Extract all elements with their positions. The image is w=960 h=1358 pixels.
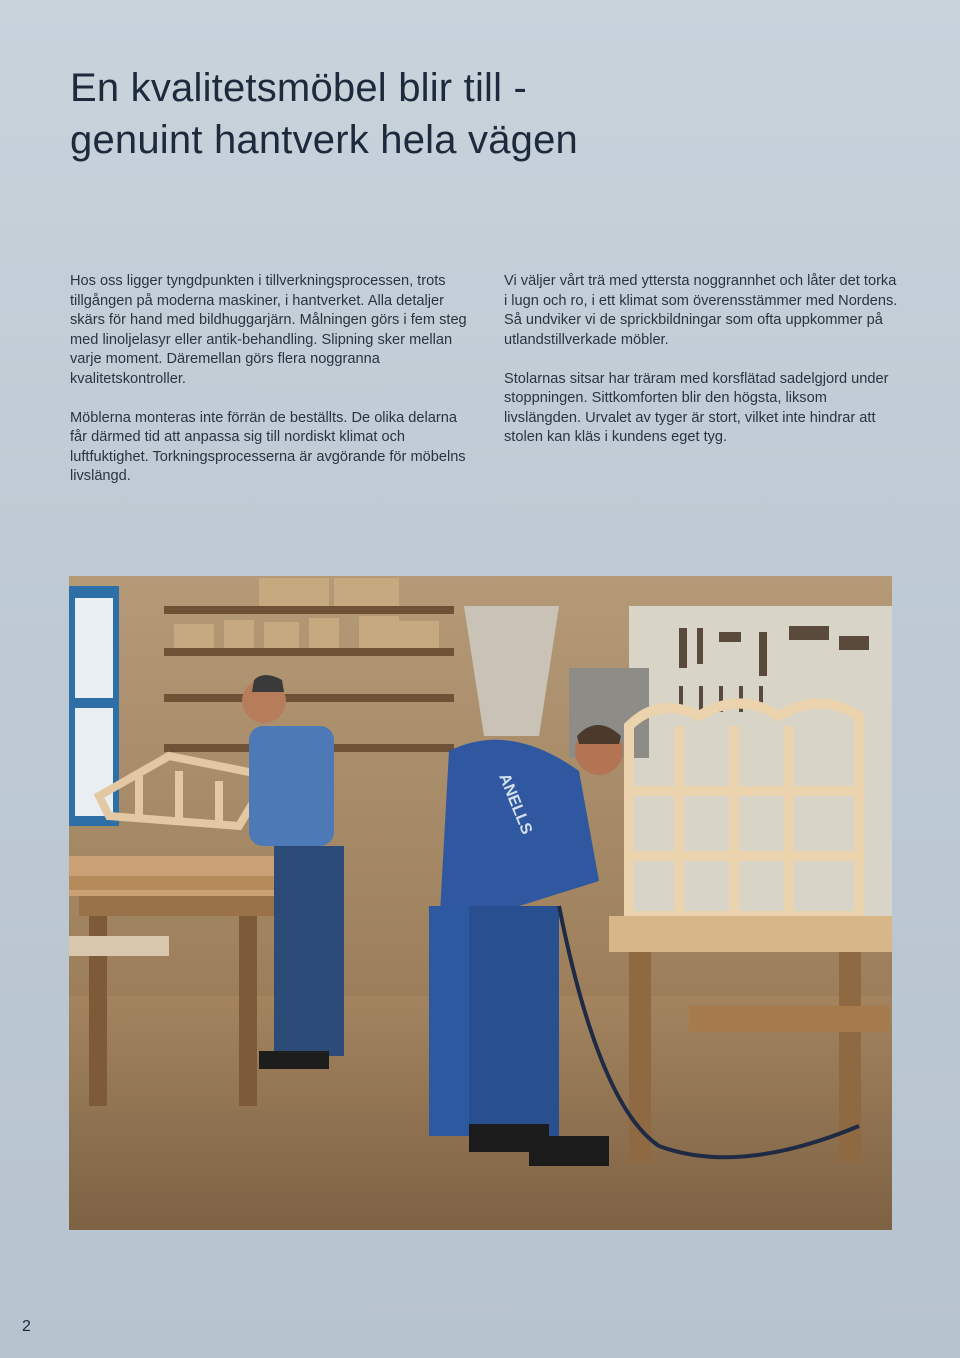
right-text-column — [504, 272, 899, 467]
title-line-2: genuint hantverk hela vägen — [70, 118, 578, 162]
right-paragraph-1: Vi väljer vårt trä med yttersta noggrannhet och låter det torka i lugn och ro, i ett klimat som överensstämmer med Nordens. Så undviker vi de sprickbildningar som ofta uppkommer på utlandstillverkade möbler. — [504, 273, 898, 348]
left-text-column — [70, 272, 470, 506]
page-title — [70, 62, 578, 166]
page-number: 2 — [22, 1318, 31, 1335]
right-paragraph-2: Stolarnas sitsar har träram med korsflätad sadelgjord under stoppningen. Sittkomforten blir den högsta, liksom livslängden. Urvalet av tyger är stort, vilket inte hindrar att stolen kan kläs i kundens eget tyg. — [504, 370, 889, 445]
left-paragraph-2: Möblerna monteras inte förrän de beställts. De olika delarna får därmed tid att anpassa sig till nordiskt klimat och luftfuktighet. Torkningsprocesserna är avgörande för möbelns livslängd. — [70, 409, 466, 484]
left-paragraph-1: Hos oss ligger tyngdpunkten i tillverkningsprocessen, trots tillgången på moderna maskiner, i hantverket. Alla detaljer skärs för hand med bildhuggarjärn. Målningen görs i fem steg med linoljelasyr eller antik-behandling. Slipning sker mellan varje moment. Däremellan görs flera noggranna kvalitetskontroller. — [70, 273, 467, 387]
title-line-1: En kvalitetsmöbel blir till - — [70, 66, 528, 110]
workshop-photo — [69, 576, 892, 1230]
jacket-print: ANELLS — [495, 771, 536, 837]
